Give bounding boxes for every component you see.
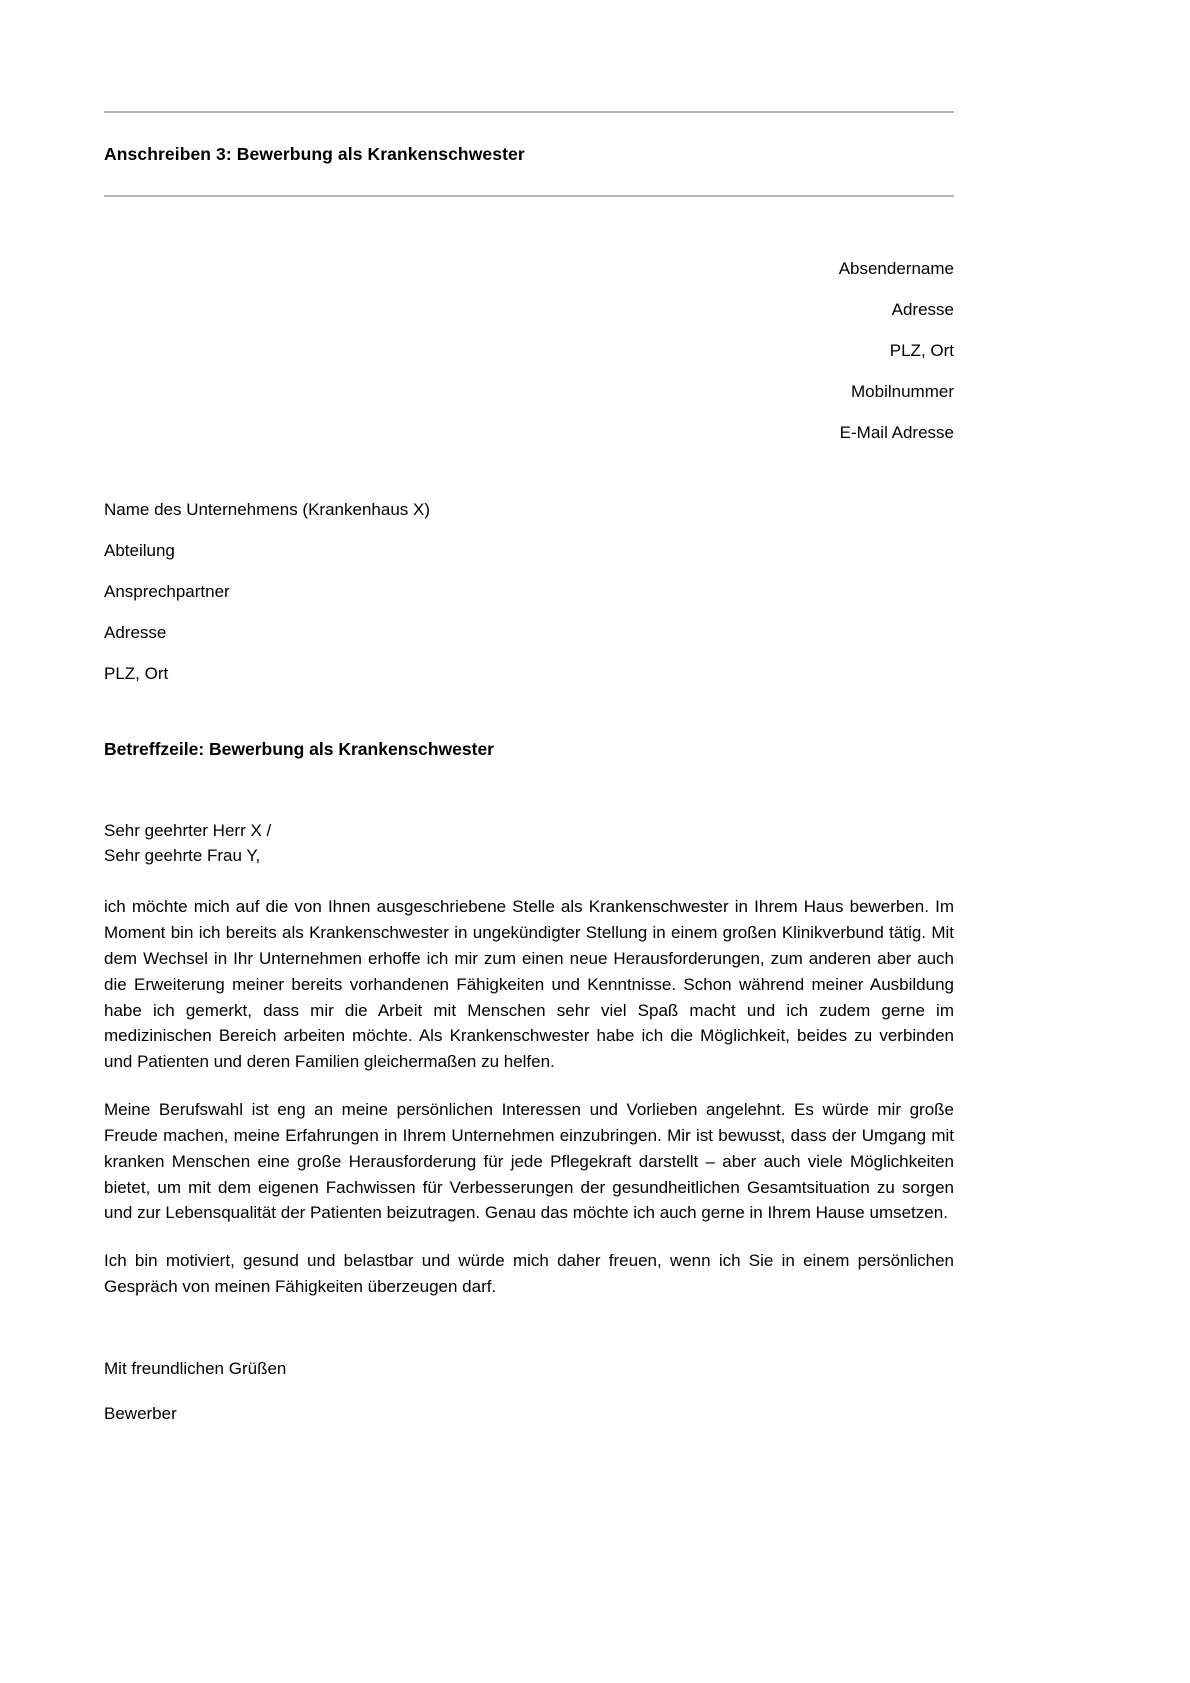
subject-line: Betreffzeile: Bewerbung als Krankenschwester <box>104 739 494 759</box>
sender-line-email: E-Mail Adresse <box>839 423 954 442</box>
page-title: Anschreiben 3: Bewerbung als Krankenschwester <box>104 144 525 164</box>
salutation-line-2: Sehr geehrte Frau Y, <box>104 845 261 865</box>
sender-line-city: PLZ, Ort <box>889 341 954 360</box>
document-content <box>104 0 954 1422</box>
recipient-line-address: Adresse <box>104 623 167 642</box>
sender-address-block <box>104 260 954 441</box>
recipient-line-contact: Ansprechpartner <box>104 582 230 601</box>
body-paragraph-1: ich möchte mich auf die von Ihnen ausgeschriebene Stelle als Krankenschwester in Ihrem Haus bewerben. Im Moment bin ich bereits als Krankenschwester in ungekündigter Stellung in einem großen Klinikverbund tätig. Mit dem Wechsel in Ihr Unternehmen erhoffe ich mir zum einen neue Herausforderungen, zum anderen aber auch die Erweiterung meiner bereits vorhandenen Fähigkeiten und Kenntnisse. Schon während meiner Ausbildung habe ich gemerkt, dass mir die Arbeit mit Menschen sehr viel Spaß macht und ich zudem gerne im medizinischen Bereich arbeiten möchte. Als Krankenschwester habe ich die Möglichkeit, beides zu verbinden und Patienten und deren Familien gleichermaßen zu helfen. <box>104 897 954 1072</box>
body-paragraph-3: Ich bin motiviert, gesund und belastbar und würde mich daher freuen, wenn ich Sie in einem persönlichen Gespräch von meinen Fähigkeiten überzeugen darf. <box>104 1251 954 1297</box>
sender-line-mobile: Mobilnummer <box>851 382 954 401</box>
recipient-line-department: Abteilung <box>104 541 175 560</box>
title-divider-bottom <box>104 195 954 197</box>
recipient-address-block <box>104 501 954 682</box>
sender-line-address: Adresse <box>891 300 954 319</box>
closing-greeting: Mit freundlichen Grüßen <box>104 1358 287 1378</box>
closing-block <box>104 1360 954 1422</box>
salutation-line-1: Sehr geehrter Herr X / <box>104 821 272 840</box>
recipient-line-company: Name des Unternehmens (Krankenhaus X) <box>104 500 430 519</box>
sender-line-name: Absendername <box>838 259 954 278</box>
salutation-block <box>104 819 954 868</box>
recipient-line-city: PLZ, Ort <box>104 664 169 683</box>
closing-signature: Bewerber <box>104 1403 177 1423</box>
body-paragraph-2: Meine Berufswahl ist eng an meine persönlichen Interessen und Vorlieben angelehnt. Es würde mir große Freude machen, meine Erfahrungen in Ihrem Unternehmen einzubringen. Mir ist bewusst, dass der Umgang mit kranken Menschen eine große Herausforderung für jede Pflegekraft darstellt – aber auch viele Möglichkeiten bietet, um mit dem eigenen Fachwissen für Verbesserungen der gesundheitlichen Gesamtsituation zu sorgen und zur Lebensqualität der Patienten beizutragen. Genau das möchte ich auch gerne in Ihrem Hause umsetzen. <box>104 1100 954 1223</box>
